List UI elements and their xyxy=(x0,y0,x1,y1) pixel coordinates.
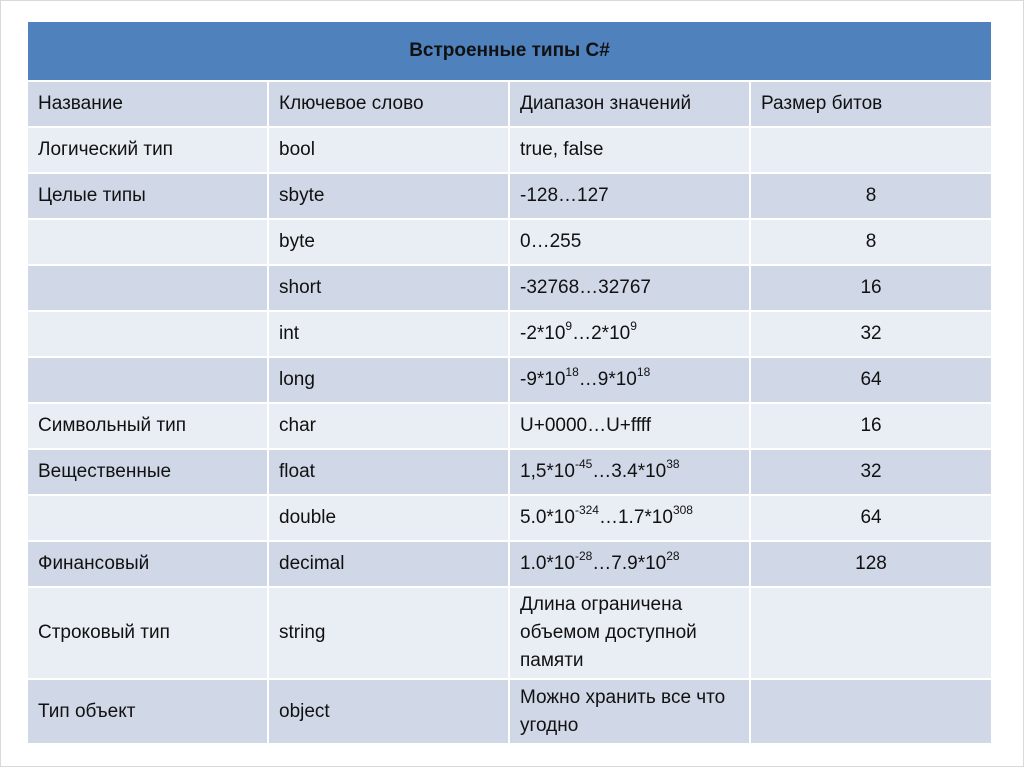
range-base-b: …3.4*10 xyxy=(592,461,667,482)
range-base-b: …1.7*10 xyxy=(598,507,673,528)
type-name: Финансовый xyxy=(28,542,267,586)
range-base-a: 1,5*10 xyxy=(520,461,575,482)
range-base-b: …7.9*10 xyxy=(592,553,667,574)
type-bits: 32 xyxy=(751,312,991,356)
range-base-a: 5.0*10 xyxy=(520,507,575,528)
type-keyword: object xyxy=(269,680,508,743)
type-name: Целые типы xyxy=(28,174,267,218)
type-range: 0…255 xyxy=(510,220,749,264)
table-row xyxy=(28,680,991,743)
type-bits: 64 xyxy=(751,358,991,402)
type-range xyxy=(510,496,749,540)
type-name: Тип объект xyxy=(28,680,267,743)
type-name xyxy=(28,496,267,540)
type-bits xyxy=(751,128,991,172)
type-range: Длина ограничена объемом доступной памяти xyxy=(510,588,749,678)
type-name xyxy=(28,358,267,402)
type-name xyxy=(28,220,267,264)
table-row xyxy=(28,266,991,310)
range-exp-b: 28 xyxy=(666,548,680,563)
type-bits xyxy=(751,680,991,743)
type-range: -32768…32767 xyxy=(510,266,749,310)
range-base-a: -2*10 xyxy=(520,323,566,344)
type-range xyxy=(510,542,749,586)
type-range xyxy=(510,450,749,494)
table-row xyxy=(28,496,991,540)
range-exp-b: 308 xyxy=(672,502,693,517)
table-title: Встроенные типы C# xyxy=(28,22,991,80)
table-row xyxy=(28,128,991,172)
builtin-types-table xyxy=(26,20,993,745)
type-bits: 64 xyxy=(751,496,991,540)
type-keyword: short xyxy=(269,266,508,310)
type-name: Строковый тип xyxy=(28,588,267,678)
type-bits: 16 xyxy=(751,266,991,310)
type-range: true, false xyxy=(510,128,749,172)
range-exp-a: -324 xyxy=(574,502,599,517)
header-range: Диапазон значений xyxy=(510,82,749,126)
range-exp-a: 18 xyxy=(565,364,579,379)
header-bits: Размер битов xyxy=(751,82,991,126)
type-name xyxy=(28,312,267,356)
type-name: Символьный тип xyxy=(28,404,267,448)
header-keyword: Ключевое слово xyxy=(269,82,508,126)
type-range xyxy=(510,358,749,402)
range-exp-a: -45 xyxy=(574,456,593,471)
range-base-a: -9*10 xyxy=(520,369,566,390)
type-keyword: long xyxy=(269,358,508,402)
type-bits: 128 xyxy=(751,542,991,586)
type-keyword: bool xyxy=(269,128,508,172)
type-bits xyxy=(751,588,991,678)
type-keyword: int xyxy=(269,312,508,356)
type-keyword: byte xyxy=(269,220,508,264)
range-base-b: …2*10 xyxy=(572,323,631,344)
type-keyword: float xyxy=(269,450,508,494)
type-range: -128…127 xyxy=(510,174,749,218)
header-name: Название xyxy=(28,82,267,126)
table-row xyxy=(28,542,991,586)
table-row xyxy=(28,312,991,356)
table-row xyxy=(28,174,991,218)
type-keyword: sbyte xyxy=(269,174,508,218)
table-row xyxy=(28,358,991,402)
range-base-b: …9*10 xyxy=(578,369,637,390)
range-exp-a: -28 xyxy=(574,548,593,563)
type-range: Можно хранить все что угодно xyxy=(510,680,749,743)
type-keyword: string xyxy=(269,588,508,678)
type-bits: 8 xyxy=(751,174,991,218)
range-exp-a: 9 xyxy=(565,318,573,333)
type-range xyxy=(510,312,749,356)
range-exp-b: 18 xyxy=(636,364,651,379)
type-bits: 32 xyxy=(751,450,991,494)
range-base-a: 1.0*10 xyxy=(520,553,575,574)
type-keyword: char xyxy=(269,404,508,448)
type-range: U+0000…U+ffff xyxy=(510,404,749,448)
table-row xyxy=(28,588,991,678)
type-keyword: decimal xyxy=(269,542,508,586)
range-exp-b: 38 xyxy=(666,456,680,471)
table-row xyxy=(28,404,991,448)
range-exp-b: 9 xyxy=(630,318,637,333)
type-name xyxy=(28,266,267,310)
table-row xyxy=(28,220,991,264)
type-bits: 16 xyxy=(751,404,991,448)
type-bits: 8 xyxy=(751,220,991,264)
table-title-row xyxy=(28,22,991,80)
table-row xyxy=(28,450,991,494)
type-name: Логический тип xyxy=(28,128,267,172)
type-keyword: double xyxy=(269,496,508,540)
type-name: Вещественные xyxy=(28,450,267,494)
table-header-row xyxy=(28,82,991,126)
